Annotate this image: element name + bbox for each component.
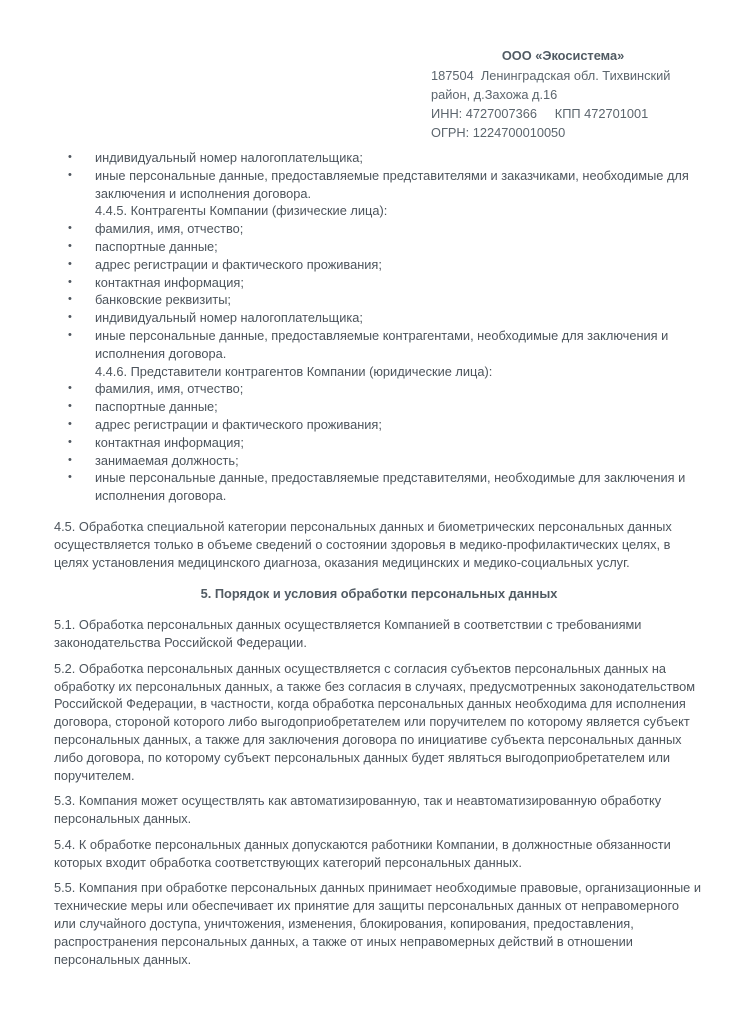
list-item	[54, 274, 704, 292]
list-item-text: фамилия, имя, отчество;	[95, 221, 244, 237]
list-item-text: иные персональные данные, предоставляемые представителями и заказчиками, необходимые для заключения и исполнения договора.	[95, 167, 689, 201]
list-item-text: иные персональные данные, предоставляемые представителями, необходимые для заключения и исполнения договора.	[95, 470, 686, 504]
paragraph-5-1: 5.1. Обработка персональных данных осуществляется Компанией в соответствии с требованиями законодательства Российской Федерации.	[54, 617, 642, 650]
bullet-icon: •	[68, 400, 72, 413]
paragraph-5-3: 5.3. Компания может осуществлять как автоматизированную, так и неавтоматизированную обработку персональных данных.	[54, 793, 662, 827]
bullet-icon: •	[68, 293, 72, 306]
document-body	[54, 149, 704, 976]
bullet-icon: •	[68, 168, 72, 181]
list-item-text: адрес регистрации и фактического проживания;	[95, 416, 382, 432]
bullet-icon: •	[68, 151, 72, 163]
bullet-icon: •	[68, 382, 72, 395]
paragraph-5-5: 5.5. Компания при обработке персональных данных принимает необходимые правовые, организационные и технические меры или обеспечивает их принятие для защиты персональных данных от неправомерного или случайного доступа, уничтожения, изменения, блокирования, копирования, предоставления, распространения персональных данных, а также от иных неправомерных действий в отношении персональных данных.	[54, 880, 701, 967]
company-ogrn: ОГРН: 1224700010050	[431, 125, 566, 140]
company-letterhead	[431, 46, 695, 142]
list-item	[54, 149, 704, 167]
list-item-text: фамилия, имя, отчество;	[95, 381, 244, 397]
list-subheading-4-4-6: 4.4.6. Представители контрагентов Компании (юридические лица):	[95, 363, 493, 379]
paragraph-5-2: 5.2. Обработка персональных данных осуществляется с согласия субъектов персональных данных на обработку их персональных данных, а также без согласия в случаях, предусмотренных законодательством Российской Федерации, в частности, когда обработка персональных данных необходима для исполнения договора, стороной которого либо выгодоприобретателем или поручителем по которому является субъект персональных данных, а также для заключения договора по инициативе субъекта персональных данных либо договора, по которому субъект персональных данных будет являться выгодоприобретателем или поручителем.	[54, 660, 696, 783]
bullet-icon: •	[68, 222, 72, 235]
list-subheading-4-4-5: 4.4.5. Контрагенты Компании (физические лица):	[95, 203, 388, 219]
list-item	[54, 167, 704, 203]
list-item-text: индивидуальный номер налогоплательщика;	[95, 310, 363, 326]
list-item-text: паспортные данные;	[95, 399, 218, 415]
list-item	[54, 416, 704, 434]
bullet-icon: •	[68, 435, 72, 448]
personal-data-list	[54, 149, 704, 505]
list-item	[54, 291, 704, 309]
bullet-icon: •	[68, 328, 72, 341]
list-item	[54, 327, 704, 363]
company-address-line-2: район, д.Захожа д.16	[431, 87, 558, 102]
bullet-icon: •	[68, 275, 72, 288]
bullet-icon: •	[68, 257, 72, 270]
list-item-text: адрес регистрации и фактического проживания;	[95, 256, 382, 272]
list-item	[54, 380, 704, 398]
list-item-text: занимаемая должность;	[95, 452, 239, 468]
company-name: ООО «Экосистема»	[501, 48, 625, 63]
list-item	[54, 469, 704, 505]
list-item	[54, 398, 704, 416]
list-item-text: индивидуальный номер налогоплательщика;	[95, 150, 363, 165]
list-item-text: паспортные данные;	[95, 238, 218, 254]
list-item	[54, 434, 704, 452]
section-5-heading: 5. Порядок и условия обработки персональных данных	[200, 586, 558, 602]
paragraph-4-5: 4.5. Обработка специальной категории персональных данных и биометрических персональных данных осуществляется только в объеме сведений о состоянии здоровья в медико-профилактических целях, в целях установления медицинского диагноза, оказания медицинских и медико-социальных услуг.	[54, 518, 672, 570]
company-address-line-1: 187504 Ленинградская обл. Тихвинский	[431, 68, 671, 83]
list-item	[54, 452, 704, 470]
bullet-icon: •	[68, 311, 72, 324]
bullet-icon: •	[68, 417, 72, 430]
paragraph-5-4: 5.4. К обработке персональных данных допускаются работники Компании, в должностные обязанности которых входит обработка соответствующих категорий персональных данных.	[54, 836, 671, 870]
list-item-text: контактная информация;	[95, 274, 244, 290]
list-item-text: контактная информация;	[95, 434, 244, 450]
company-inn-kpp: ИНН: 4727007366 КПП 472701001	[431, 106, 649, 121]
list-item	[54, 238, 704, 256]
list-item-text: банковские реквизиты;	[95, 292, 231, 308]
bullet-icon: •	[68, 471, 72, 484]
bullet-icon: •	[68, 453, 72, 466]
list-item	[54, 309, 704, 327]
list-item-text: иные персональные данные, предоставляемые контрагентами, необходимые для заключения и исполнения договора.	[95, 327, 669, 361]
bullet-icon: •	[68, 239, 72, 252]
list-item	[54, 256, 704, 274]
list-item	[54, 220, 704, 238]
